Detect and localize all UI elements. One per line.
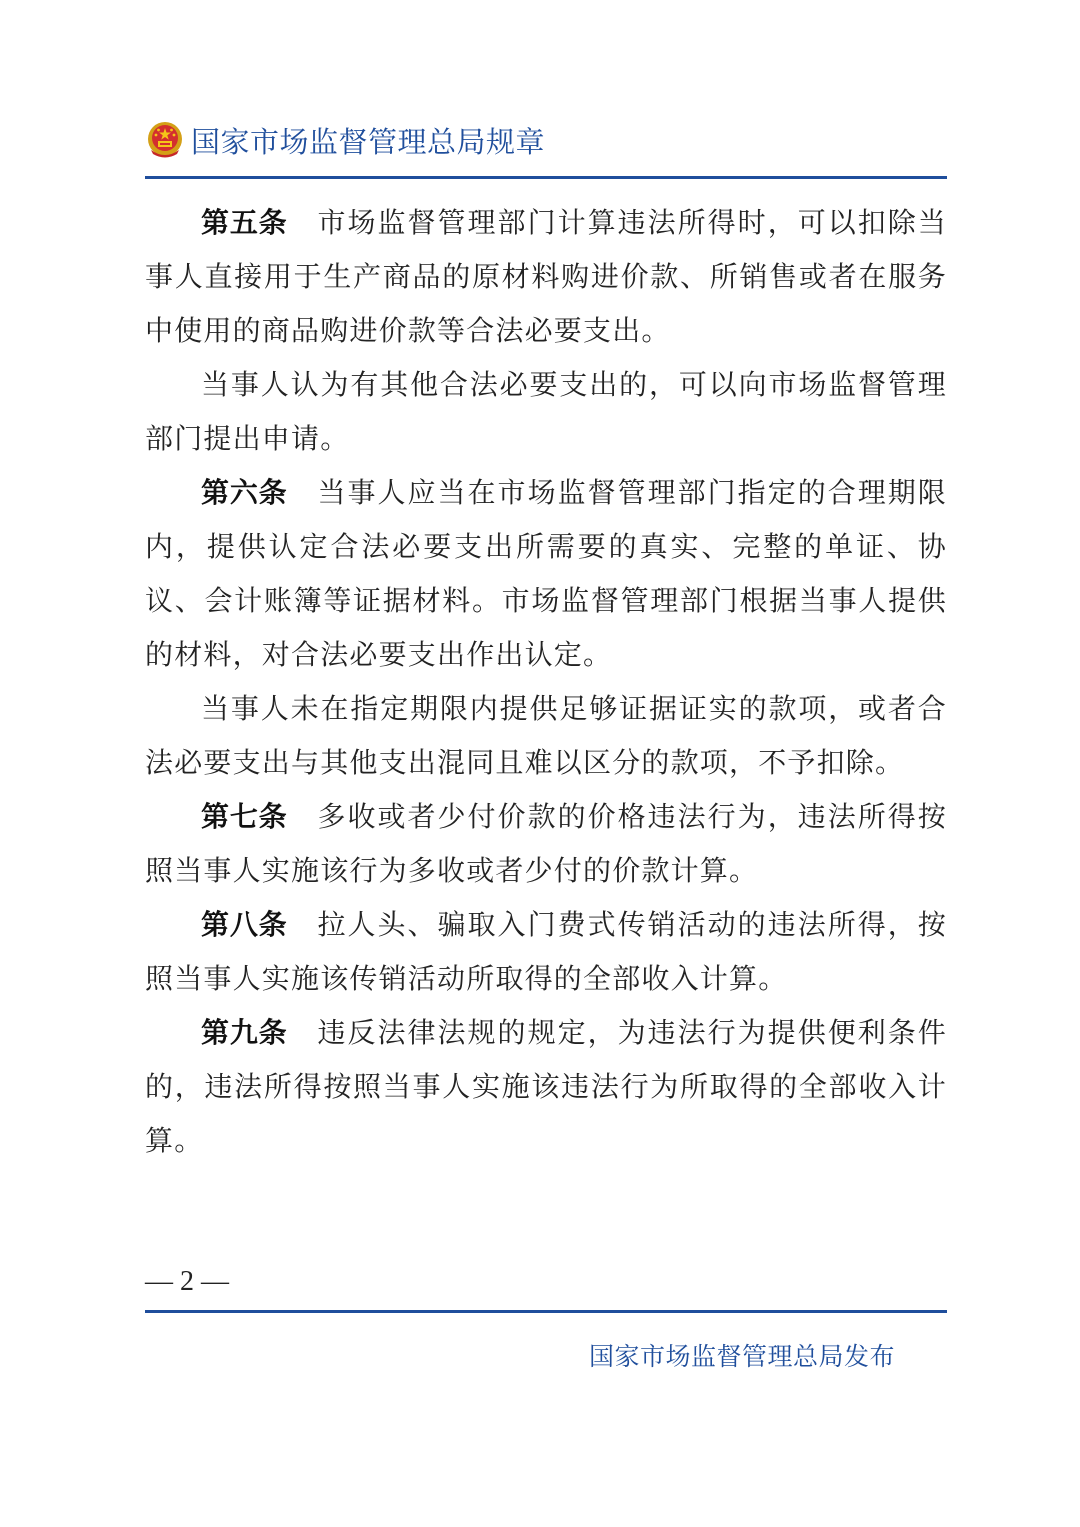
- article-text: 当事人未在指定期限内提供足够证据证实的款项，或者合法必要支出与其他支出混同且难以区分的款项，不予扣除。: [145, 692, 947, 779]
- article-paragraph: [145, 358, 947, 466]
- national-emblem-icon: [145, 120, 185, 160]
- footer-divider: [145, 1310, 947, 1313]
- document-body: [145, 196, 947, 1168]
- header-divider: [145, 176, 947, 179]
- header-title: 国家市场监督管理总局规章: [191, 124, 546, 159]
- page-number: — 2 —: [145, 1266, 229, 1297]
- article-number: 第九条: [201, 1016, 288, 1049]
- article-text: 当事人应当在市场监督管理部门指定的合理期限内，提供认定合法必要支出所需要的真实、完整的单证、协议、会计账簿等证据材料。市场监督管理部门根据当事人提供的材料，对合法必要支出作出认定。: [145, 476, 947, 671]
- article-text: 多收或者少付价款的价格违法行为，违法所得按照当事人实施该行为多收或者少付的价款计算。: [145, 800, 947, 887]
- article-text: 拉人头、骗取入门费式传销活动的违法所得，按照当事人实施该传销活动所取得的全部收入计算。: [145, 908, 947, 995]
- article-number: 第五条: [201, 206, 288, 239]
- article-text: 违反法律法规的规定，为违法行为提供便利条件的，违法所得按照当事人实施该违法行为所取得的全部收入计算。: [145, 1016, 947, 1157]
- article-number: 第六条: [201, 476, 288, 509]
- article-text: 当事人认为有其他合法必要支出的，可以向市场监督管理部门提出申请。: [145, 368, 947, 455]
- footer-publisher: 国家市场监督管理总局发布: [588, 1342, 895, 1371]
- article-paragraph: [145, 682, 947, 790]
- article-paragraph: [145, 196, 947, 358]
- article-number: 第七条: [201, 800, 288, 833]
- article-paragraph: [145, 1006, 947, 1168]
- article-paragraph: [145, 466, 947, 682]
- page-header: [145, 116, 545, 164]
- article-paragraph: [145, 898, 947, 1006]
- article-number: 第八条: [201, 908, 288, 941]
- article-text: 市场监督管理部门计算违法所得时，可以扣除当事人直接用于生产商品的原材料购进价款、所销售或者在服务中使用的商品购进价款等合法必要支出。: [145, 206, 947, 347]
- article-paragraph: [145, 790, 947, 898]
